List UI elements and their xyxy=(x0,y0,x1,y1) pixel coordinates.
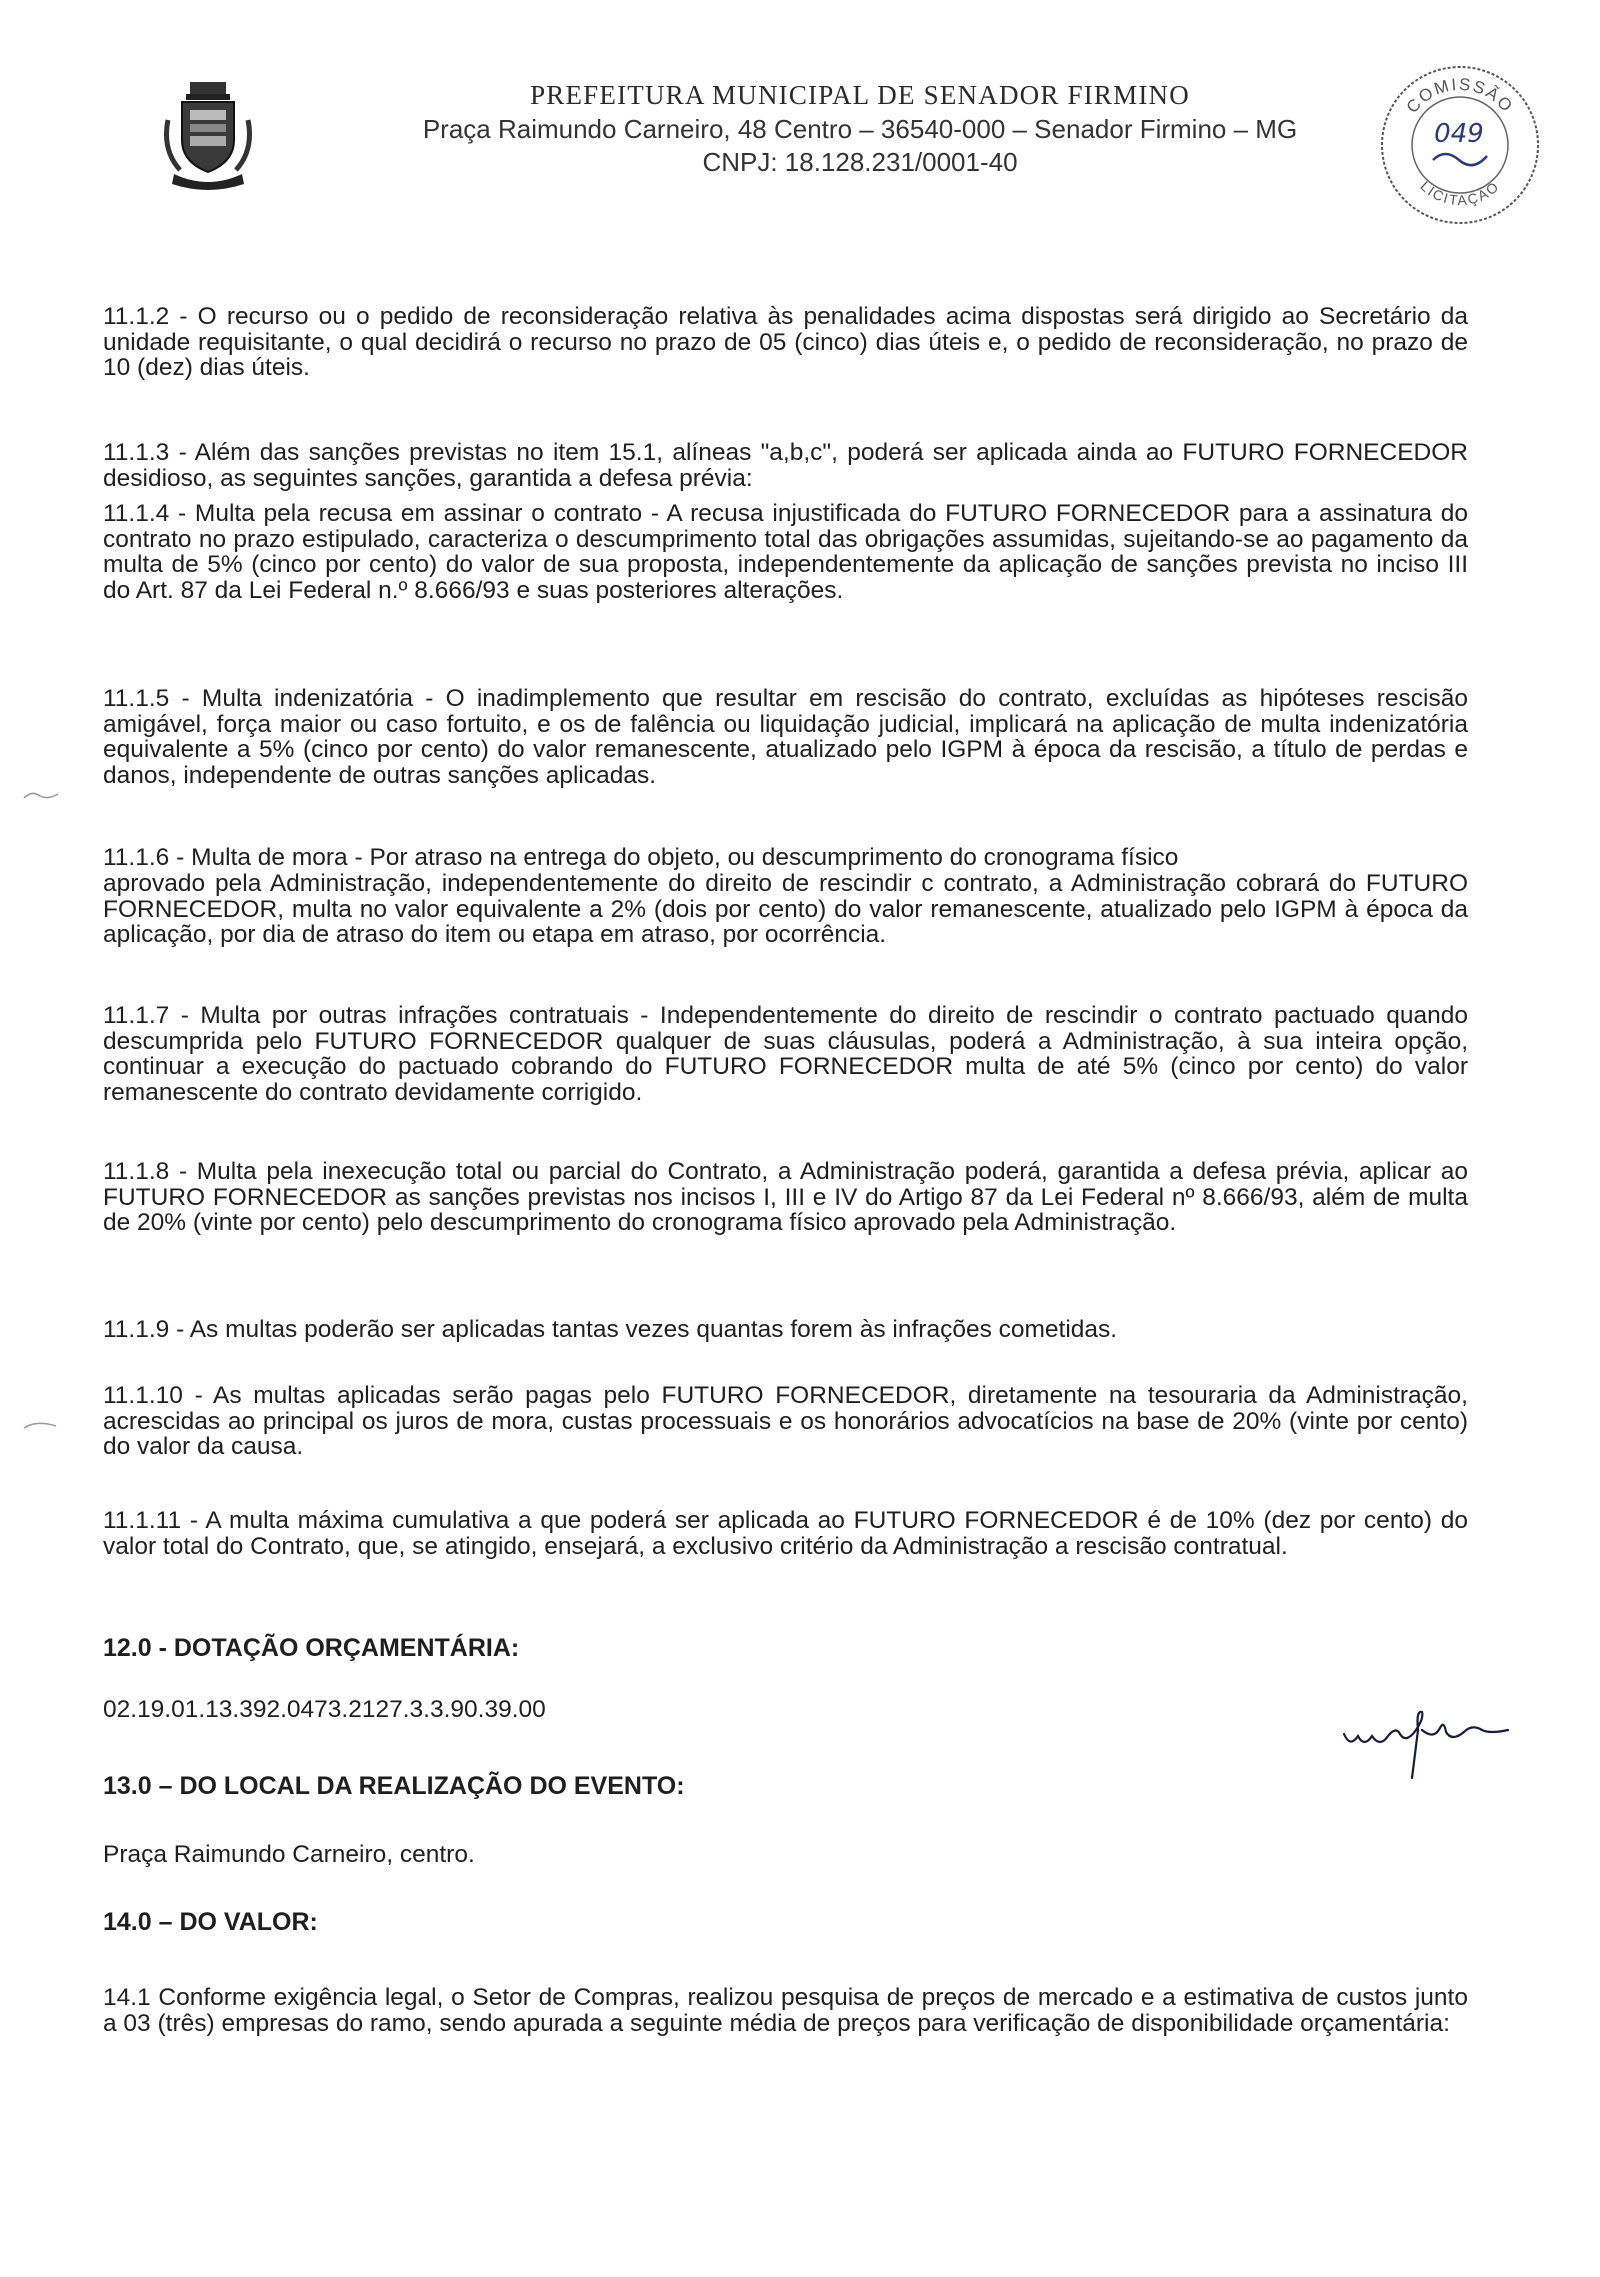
municipal-crest-logo xyxy=(160,80,256,192)
svg-text:COMISSÃO xyxy=(1403,75,1518,117)
paragraph-11-1-9: 11.1.9 - As multas poderão ser aplicadas tantas vezes quantas forem às infrações cometidas. xyxy=(103,1316,1118,1343)
section-14-heading: 14.0 – DO VALOR: xyxy=(103,1908,318,1936)
paragraph-11-1-4: 11.1.4 - Multa pela recusa em assinar o contrato - A recusa injustificada do FUTURO FORNECEDOR para a assinatura do contrato no prazo estipulado, caracteriza o descumprimento total das obrigações assumidas, sujeitando-se ao pagamento da multa de 5% (cinco por cento) do valor de sua proposta, independentemente da aplicação de sanções prevista no inciso III do Art. 87 da Lei Federal n.º 8.666/93 e suas posteriores alterações. xyxy=(103,500,1468,604)
paragraph-11-1-2: 11.1.2 - O recurso ou o pedido de reconsideração relativa às penalidades acima dispostas será dirigido ao Secretário da unidade requisitante, o qual decidirá o recurso no prazo de 05 (cinco) dias úteis e, o pedido de reconsideração, no prazo de 10 (dez) dias úteis. xyxy=(103,303,1468,381)
header-org-name: PREFEITURA MUNICIPAL DE SENADOR FIRMINO xyxy=(530,80,1190,110)
section-13-heading: 13.0 – DO LOCAL DA REALIZAÇÃO DO EVENTO: xyxy=(103,1772,685,1800)
handwritten-signature xyxy=(1340,1690,1520,1780)
event-location: Praça Raimundo Carneiro, centro. xyxy=(103,1841,475,1868)
paragraph-14-1: 14.1 Conforme exigência legal, o Setor de Compras, realizou pesquisa de preços de mercado e a estimativa de custos junto a 03 (três) empresas do ramo, sendo apurada a seguinte média de preços para verificação de disponibilidade orçamentária: xyxy=(103,1984,1468,2037)
paragraph-11-1-8: 11.1.8 - Multa pela inexecução total ou parcial do Contrato, a Administração poderá, garantida a defesa prévia, aplicar ao FUTURO FORNECEDOR as sanções previstas nos incisos I, III e IV do Artigo 87 da Lei Federal nº 8.666/93, além de multa de 20% (vinte por cento) pelo descumprimento do cronograma físico aprovado pela Administração. xyxy=(103,1158,1468,1236)
stamp-bottom-text: LICITAÇÃO xyxy=(1417,177,1503,209)
commission-stamp xyxy=(1375,60,1545,230)
stamp-signature xyxy=(1433,154,1487,165)
margin-mark-1 xyxy=(22,788,62,802)
stamp-number: 049 xyxy=(1434,119,1484,149)
margin-mark-2 xyxy=(22,1418,62,1432)
section-12-heading: 12.0 - DOTAÇÃO ORÇAMENTÁRIA: xyxy=(103,1634,520,1662)
paragraph-11-1-10: 11.1.10 - As multas aplicadas serão pagas pelo FUTURO FORNECEDOR, diretamente na tesouraria da Administração, acrescidas ao principal os juros de mora, custas processuais e os honorários advocatícios na base de 20% (vinte por cento) do valor da causa. xyxy=(103,1382,1468,1460)
paragraph-11-1-6: aprovado pela Administração, independentemente do direito de rescindir c contrato, a Administração cobrará do FUTURO FORNECEDOR, multa no valor equivalente a 2% (dois por cento) do valor remanescente, atualizado pelo IGPM à época da aplicação, por dia de atraso do item ou etapa em atraso, por ocorrência. xyxy=(103,870,1468,948)
header-address: Praça Raimundo Carneiro, 48 Centro – 36540-000 – Senador Firmino – MG xyxy=(422,114,1298,144)
stamp-top-text: COMISSÃO xyxy=(1402,74,1518,117)
paragraph-11-1-7: 11.1.7 - Multa por outras infrações contratuais - Independentemente do direito de rescindir o contrato pactuado quando descumprida pelo FUTURO FORNECEDOR qualquer de suas cláusulas, poderá a Administração, à sua inteira opção, continuar a execução do pactuado cobrando do FUTURO FORNECEDOR multa de até 5% (cinco por cento) do valor remanescente do contrato devidamente corrigido. xyxy=(103,1002,1468,1106)
budget-code: 02.19.01.13.392.0473.2127.3.3.90.39.00 xyxy=(103,1696,546,1723)
paragraph-11-1-3: 11.1.3 - Além das sanções previstas no item 15.1, alíneas "a,b,c", poderá ser aplicada ainda ao FUTURO FORNECEDOR desidioso, as seguintes sanções, garantida a defesa prévia: xyxy=(103,439,1468,492)
paragraph-11-1-6-line1: 11.1.6 - Multa de mora - Por atraso na entrega do objeto, ou descumprimento do cronograma físico xyxy=(103,844,1179,871)
paragraph-11-1-11: 11.1.11 - A multa máxima cumulativa a que poderá ser aplicada ao FUTURO FORNECEDOR é de 10% (dez por cento) do valor total do Contrato, que, se atingido, ensejará, a exclusivo critério da Administração a rescisão contratual. xyxy=(103,1507,1468,1560)
paragraph-11-1-5: 11.1.5 - Multa indenizatória - O inadimplemento que resultar em rescisão do contrato, excluídas as hipóteses rescisão amigável, força maior ou caso fortuito, e os de falência ou liquidação judicial, implicará na aplicação de multa indenizatória equivalente a 5% (cinco por cento) do valor remanescente, atualizado pelo IGPM à época da rescisão, a título de perdas e danos, independente de outras sanções aplicadas. xyxy=(103,685,1468,789)
header-cnpj: CNPJ: 18.128.231/0001-40 xyxy=(702,147,1018,177)
svg-text:LICITAÇÃO xyxy=(1417,178,1502,209)
